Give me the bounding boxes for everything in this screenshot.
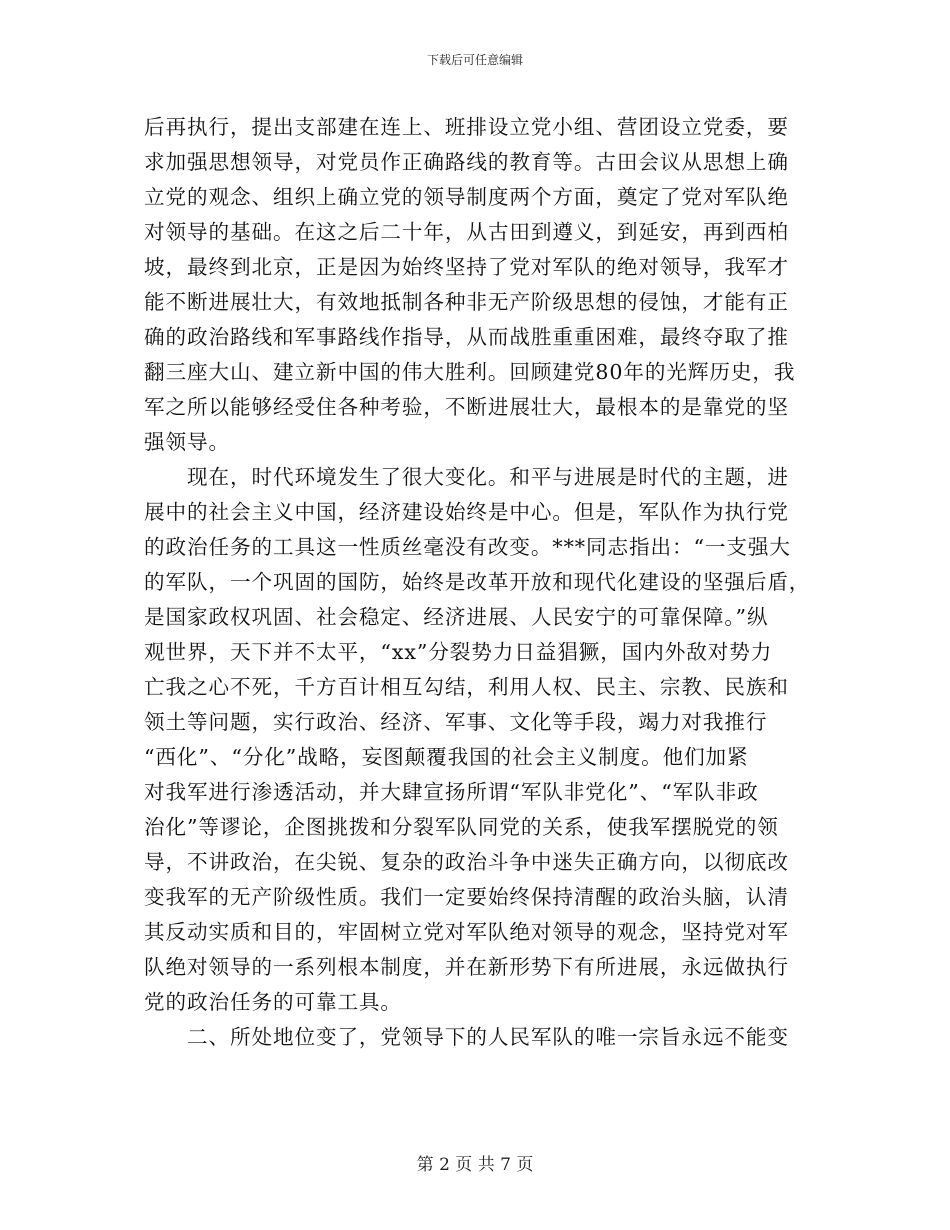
text-line: 确的政治路线和军事路线作指导，从而战胜重重困难，最终夺取了推	[144, 325, 789, 349]
text-line: 队绝对领导的一系列根本制度，并在新形势下有所进展，永远做执行	[144, 955, 789, 979]
text-line: 能不断进展壮大，有效地抵制各种非无产阶级思想的侵蚀，才能有正	[144, 290, 789, 314]
text-line: 展中的社会主义中国，经济建设始终是中心。但是，军队作为执行党	[144, 500, 789, 524]
text-line: 的军队，一个巩固的国防，始终是改革开放和现代化建设的坚强后盾，	[144, 570, 811, 594]
text-line: 求加强思想领导，对党员作正确路线的教育等。古田会议从思想上确	[144, 150, 789, 174]
text-line: 立党的观念、组织上确立党的领导制度两个方面，奠定了党对军队绝	[144, 185, 789, 209]
text-line: 二、所处地位变了，党领导下的人民军队的唯一宗旨永远不能变	[144, 1025, 789, 1049]
text-line: “西化”、“分化”战略，妄图颠覆我国的社会主义制度。他们加紧	[144, 745, 749, 769]
text-line: 变我军的无产阶级性质。我们一定要始终保持清醒的政治头脑，认清	[144, 885, 789, 909]
text-line: 治化”等谬论，企图挑拨和分裂军队同党的关系，使我军摆脱党的领	[144, 815, 779, 839]
text-line: 党的政治任务的可靠工具。	[144, 990, 402, 1014]
text-line: 亡我之心不死，千方百计相互勾结，利用人权、民主、宗教、民族和	[144, 675, 789, 699]
text-line: 的政治任务的工具这一性质丝毫没有改变。***同志指出：“一支强大	[144, 535, 791, 559]
text-line: 强领导。	[144, 430, 230, 454]
body-text	[144, 110, 811, 1055]
page-header: 下载后可任意编辑	[426, 53, 523, 67]
text-line: 对领导的基础。在这之后二十年，从古田到遵义，到延安，再到西柏	[144, 220, 789, 244]
text-line: 军之所以能够经受住各种考验，不断进展壮大，最根本的是靠党的坚	[144, 395, 789, 419]
text-line: 导，不讲政治，在尖锐、复杂的政治斗争中迷失正确方向，以彻底改	[144, 850, 789, 874]
text-line: 对我军进行渗透活动，并大肆宣扬所谓“军队非党化”、“军队非政	[144, 780, 759, 804]
text-line: 是国家政权巩固、社会稳定、经济进展、人民安宁的可靠保障。”纵	[144, 605, 769, 629]
text-line: 翻三座大山、建立新中国的伟大胜利。回顾建党80年的光辉历史，我	[144, 360, 796, 384]
text-line: 其反动实质和目的，牢固树立党对军队绝对领导的观念，坚持党对军	[144, 920, 789, 944]
text-line: 观世界，天下并不太平，“xx”分裂势力日益猖獗，国内外敌对势力	[144, 640, 773, 664]
text-line: 坡，最终到北京，正是因为始终坚持了党对军队的绝对领导，我军才	[144, 255, 789, 279]
text-line: 后再执行，提出支部建在连上、班排设立党小组、营团设立党委，要	[144, 115, 789, 139]
page-footer: 第 2 页 共 7 页	[416, 1155, 534, 1175]
text-line: 现在，时代环境发生了很大变化。和平与进展是时代的主题，进	[144, 465, 789, 489]
text-line: 领土等问题，实行政治、经济、军事、文化等手段，竭力对我推行	[144, 710, 768, 734]
